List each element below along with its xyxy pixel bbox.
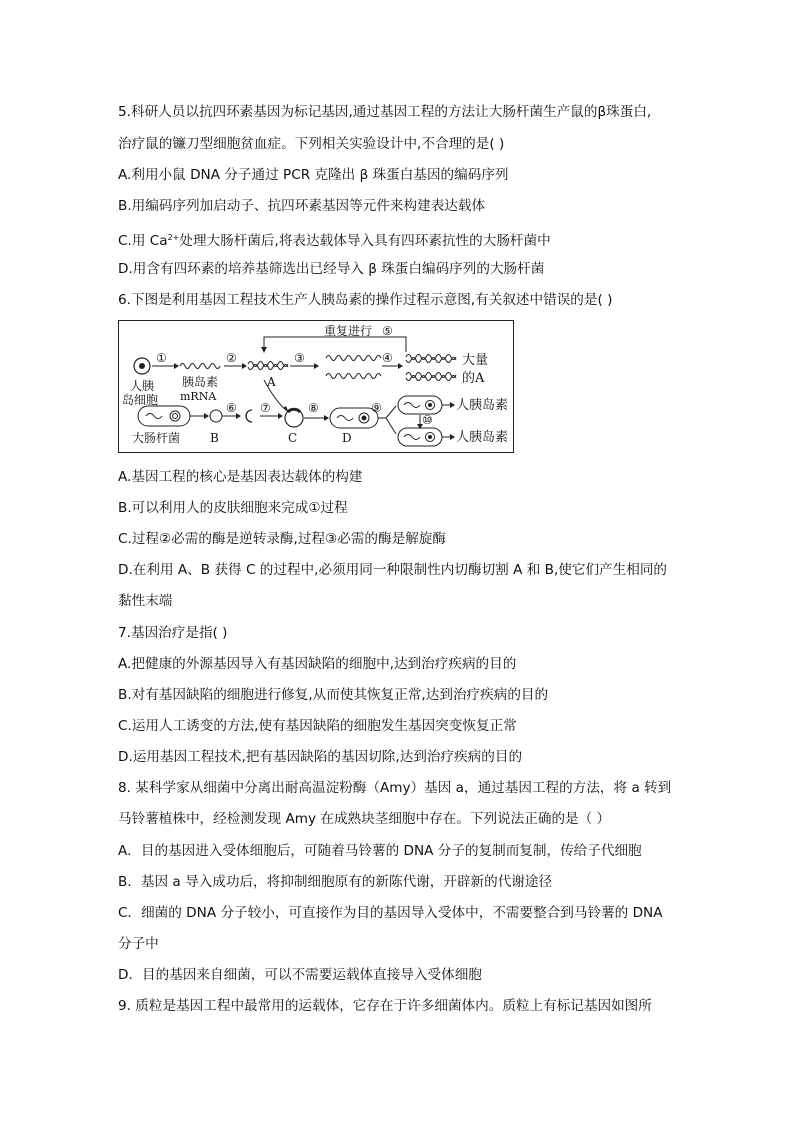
engineered-bacterium-d-label: D — [342, 431, 352, 445]
d-plasmid-inner-icon — [362, 416, 367, 421]
q8-stem-line-2: 马铃薯植株中，经检测发现 Amy 在成熟块茎细胞中存在。下列说法正确的是（ ） — [118, 811, 611, 827]
islet-cell-nucleus-icon — [139, 363, 145, 369]
insulin-mrna-label-1: 胰岛素 — [182, 375, 219, 389]
arrowhead-to-b — [204, 413, 209, 419]
cut-plasmid-icon — [246, 410, 252, 422]
q8-stem-line-1: 8. 某科学家从细菌中分离出耐高温淀粉酶（Amy）基因 a，通过基因工程的方法，将 a 转到 — [118, 780, 672, 796]
step-5-label: ⑤ — [382, 324, 393, 338]
plasmid-b-icon — [210, 410, 222, 422]
q6-process-diagram — [118, 320, 514, 453]
q5-stem-line-2: 治疗鼠的镰刀型细胞贫血症。下列相关实验设计中,不合理的是( ) — [118, 136, 505, 152]
q5-option-c-post: 处理大肠杆菌后,将表达载体导入具有四环素抗性的大肠杆菌中 — [179, 233, 551, 249]
step-1-label: ① — [156, 351, 167, 365]
arrowhead-step-2 — [242, 363, 247, 369]
ecoli-cell-icon — [138, 406, 190, 426]
dna-a-strand-2 — [248, 365, 288, 370]
product-cell-2-chromosome-icon — [404, 435, 420, 440]
q6-option-d-line-1: D.在利用 A、B 获得 C 的过程中,必须用同一种限制性内切酶切割 A 和 B,使它们产生相同的 — [118, 562, 668, 578]
arrowhead-step-3 — [314, 363, 319, 369]
step-8-label: ⑧ — [308, 401, 319, 415]
q6-option-a: A.基因工程的核心是基因表达载体的构建 — [118, 469, 363, 485]
q7-option-b: B.对有基因缺陷的细胞进行修复,从而使其恢复正常,达到治疗疾病的目的 — [118, 687, 549, 703]
q6-stem: 6.下图是利用基因工程技术生产人胰岛素的操作过程示意图,有关叙述中错误的是( ) — [118, 292, 613, 308]
product-label-2: 人胰岛素 — [456, 430, 509, 445]
q7-stem: 7.基因治疗是指( ) — [118, 625, 228, 641]
many-a-label-2: 的A — [462, 371, 485, 386]
arrowhead-step-8 — [324, 415, 329, 421]
q9-stem-line-1: 9. 质粒是基因工程中最常用的运载体，它存在于许多细菌体内。质粒上有标记基因如图所 — [118, 998, 652, 1014]
product-label-1: 人胰岛素 — [456, 398, 509, 413]
step-7-label: ⑦ — [260, 401, 271, 415]
q7-option-c: C.运用人工诱变的方法,使有基因缺陷的细胞发生基因突变恢复正常 — [118, 718, 517, 734]
recombinant-c-insert-icon — [288, 409, 300, 412]
single-strand-2 — [326, 374, 381, 379]
q5-option-b: B.用编码序列加启动子、抗四环素基因等元件来构建表达载体 — [118, 198, 486, 214]
repeat-label: 重复进行 — [324, 324, 373, 338]
recombinant-c-label: C — [288, 431, 298, 445]
many-a-label-1: 大量 — [462, 353, 489, 368]
arrowhead-product-2 — [450, 434, 455, 440]
product-cell-1-plasmid-inner-icon — [428, 403, 432, 407]
product-cell-2-plasmid-inner-icon — [428, 435, 432, 439]
branch-up — [386, 406, 396, 418]
insulin-mrna-label-2: mRNA — [180, 390, 217, 403]
ecoli-plasmid-icon — [170, 411, 180, 421]
step-2-label: ② — [226, 351, 237, 365]
step-10-label: ⑩ — [422, 413, 433, 427]
q6-option-c: C.过程②必需的酶是逆转录酶,过程③必需的酶是解旋酶 — [118, 531, 446, 547]
islet-cell-label-2: 岛细胞 — [122, 393, 159, 407]
arrowhead-product-1 — [450, 402, 455, 408]
mrna-wave-icon — [180, 364, 220, 369]
step-6-label: ⑥ — [226, 401, 237, 415]
ecoli-label: 大肠杆菌 — [132, 431, 181, 445]
q8-option-a: A．目的基因进入受体细胞后，可随着马铃薯的 DNA 分子的复制而复制，传给子代细胞 — [118, 843, 642, 859]
q5-stem-line-1: 5.科研人员以抗四环素基因为标记基因,通过基因工程的方法让大肠杆菌生产鼠的β珠蛋白, — [118, 104, 652, 120]
single-strand-1 — [326, 356, 381, 361]
q8-option-c-line-1: C．细菌的 DNA 分子较小，可直接作为目的基因导入受体中，不需要整合到马铃薯的 DNA — [118, 905, 663, 921]
product-cell-1-chromosome-icon — [404, 403, 420, 408]
plasmid-b-label: B — [210, 431, 219, 445]
q8-option-b: B．基因 a 导入成功后，将抑制细胞原有的新陈代谢，开辟新的代谢途径 — [118, 874, 553, 890]
q8-option-d: D．目的基因来自细菌，可以不需要运载体直接导入受体细胞 — [118, 967, 482, 983]
q6-option-b: B.可以利用人的皮肤细胞来完成①过程 — [118, 500, 348, 516]
arrowhead-step-4 — [398, 363, 403, 369]
q8-option-c-line-2: 分子中 — [118, 936, 159, 952]
q5-option-c-sup: 2+ — [167, 233, 180, 242]
step-3-label: ③ — [294, 351, 305, 365]
step-9-label: ⑨ — [371, 401, 382, 415]
q7-option-d: D.运用基因工程技术,把有基因缺陷的基因切除,达到治疗疾病的目的 — [118, 749, 523, 765]
branch-down — [386, 418, 396, 434]
q5-option-c — [118, 229, 551, 250]
q7-option-a: A.把健康的外源基因导入有基因缺陷的细胞中,达到治疗疾病的目的 — [118, 656, 517, 672]
q5-option-d: D.用含有四环素的培养基筛选出已经导入 β 珠蛋白编码序列的大肠杆菌 — [118, 261, 545, 277]
ecoli-plasmid-inner-icon — [173, 414, 178, 419]
ecoli-chromosome-icon — [146, 414, 162, 419]
arrowhead-step-1 — [174, 363, 179, 369]
repeat-loop-arrowhead — [261, 347, 267, 353]
step-4-label: ④ — [382, 351, 393, 365]
q6-option-d-line-2: 黏性末端 — [118, 593, 173, 609]
d-chromosome-icon — [337, 416, 353, 421]
islet-cell-label-1: 人胰 — [130, 379, 155, 393]
q5-option-c-pre: C.用 Ca — [118, 233, 168, 249]
arrowhead-step-7 — [278, 413, 283, 419]
q5-option-a: A.利用小鼠 DNA 分子通过 PCR 克隆出 β 珠蛋白基因的编码序列 — [118, 167, 509, 183]
repeat-loop-line — [264, 337, 406, 352]
dna-a-label: A — [267, 375, 276, 389]
